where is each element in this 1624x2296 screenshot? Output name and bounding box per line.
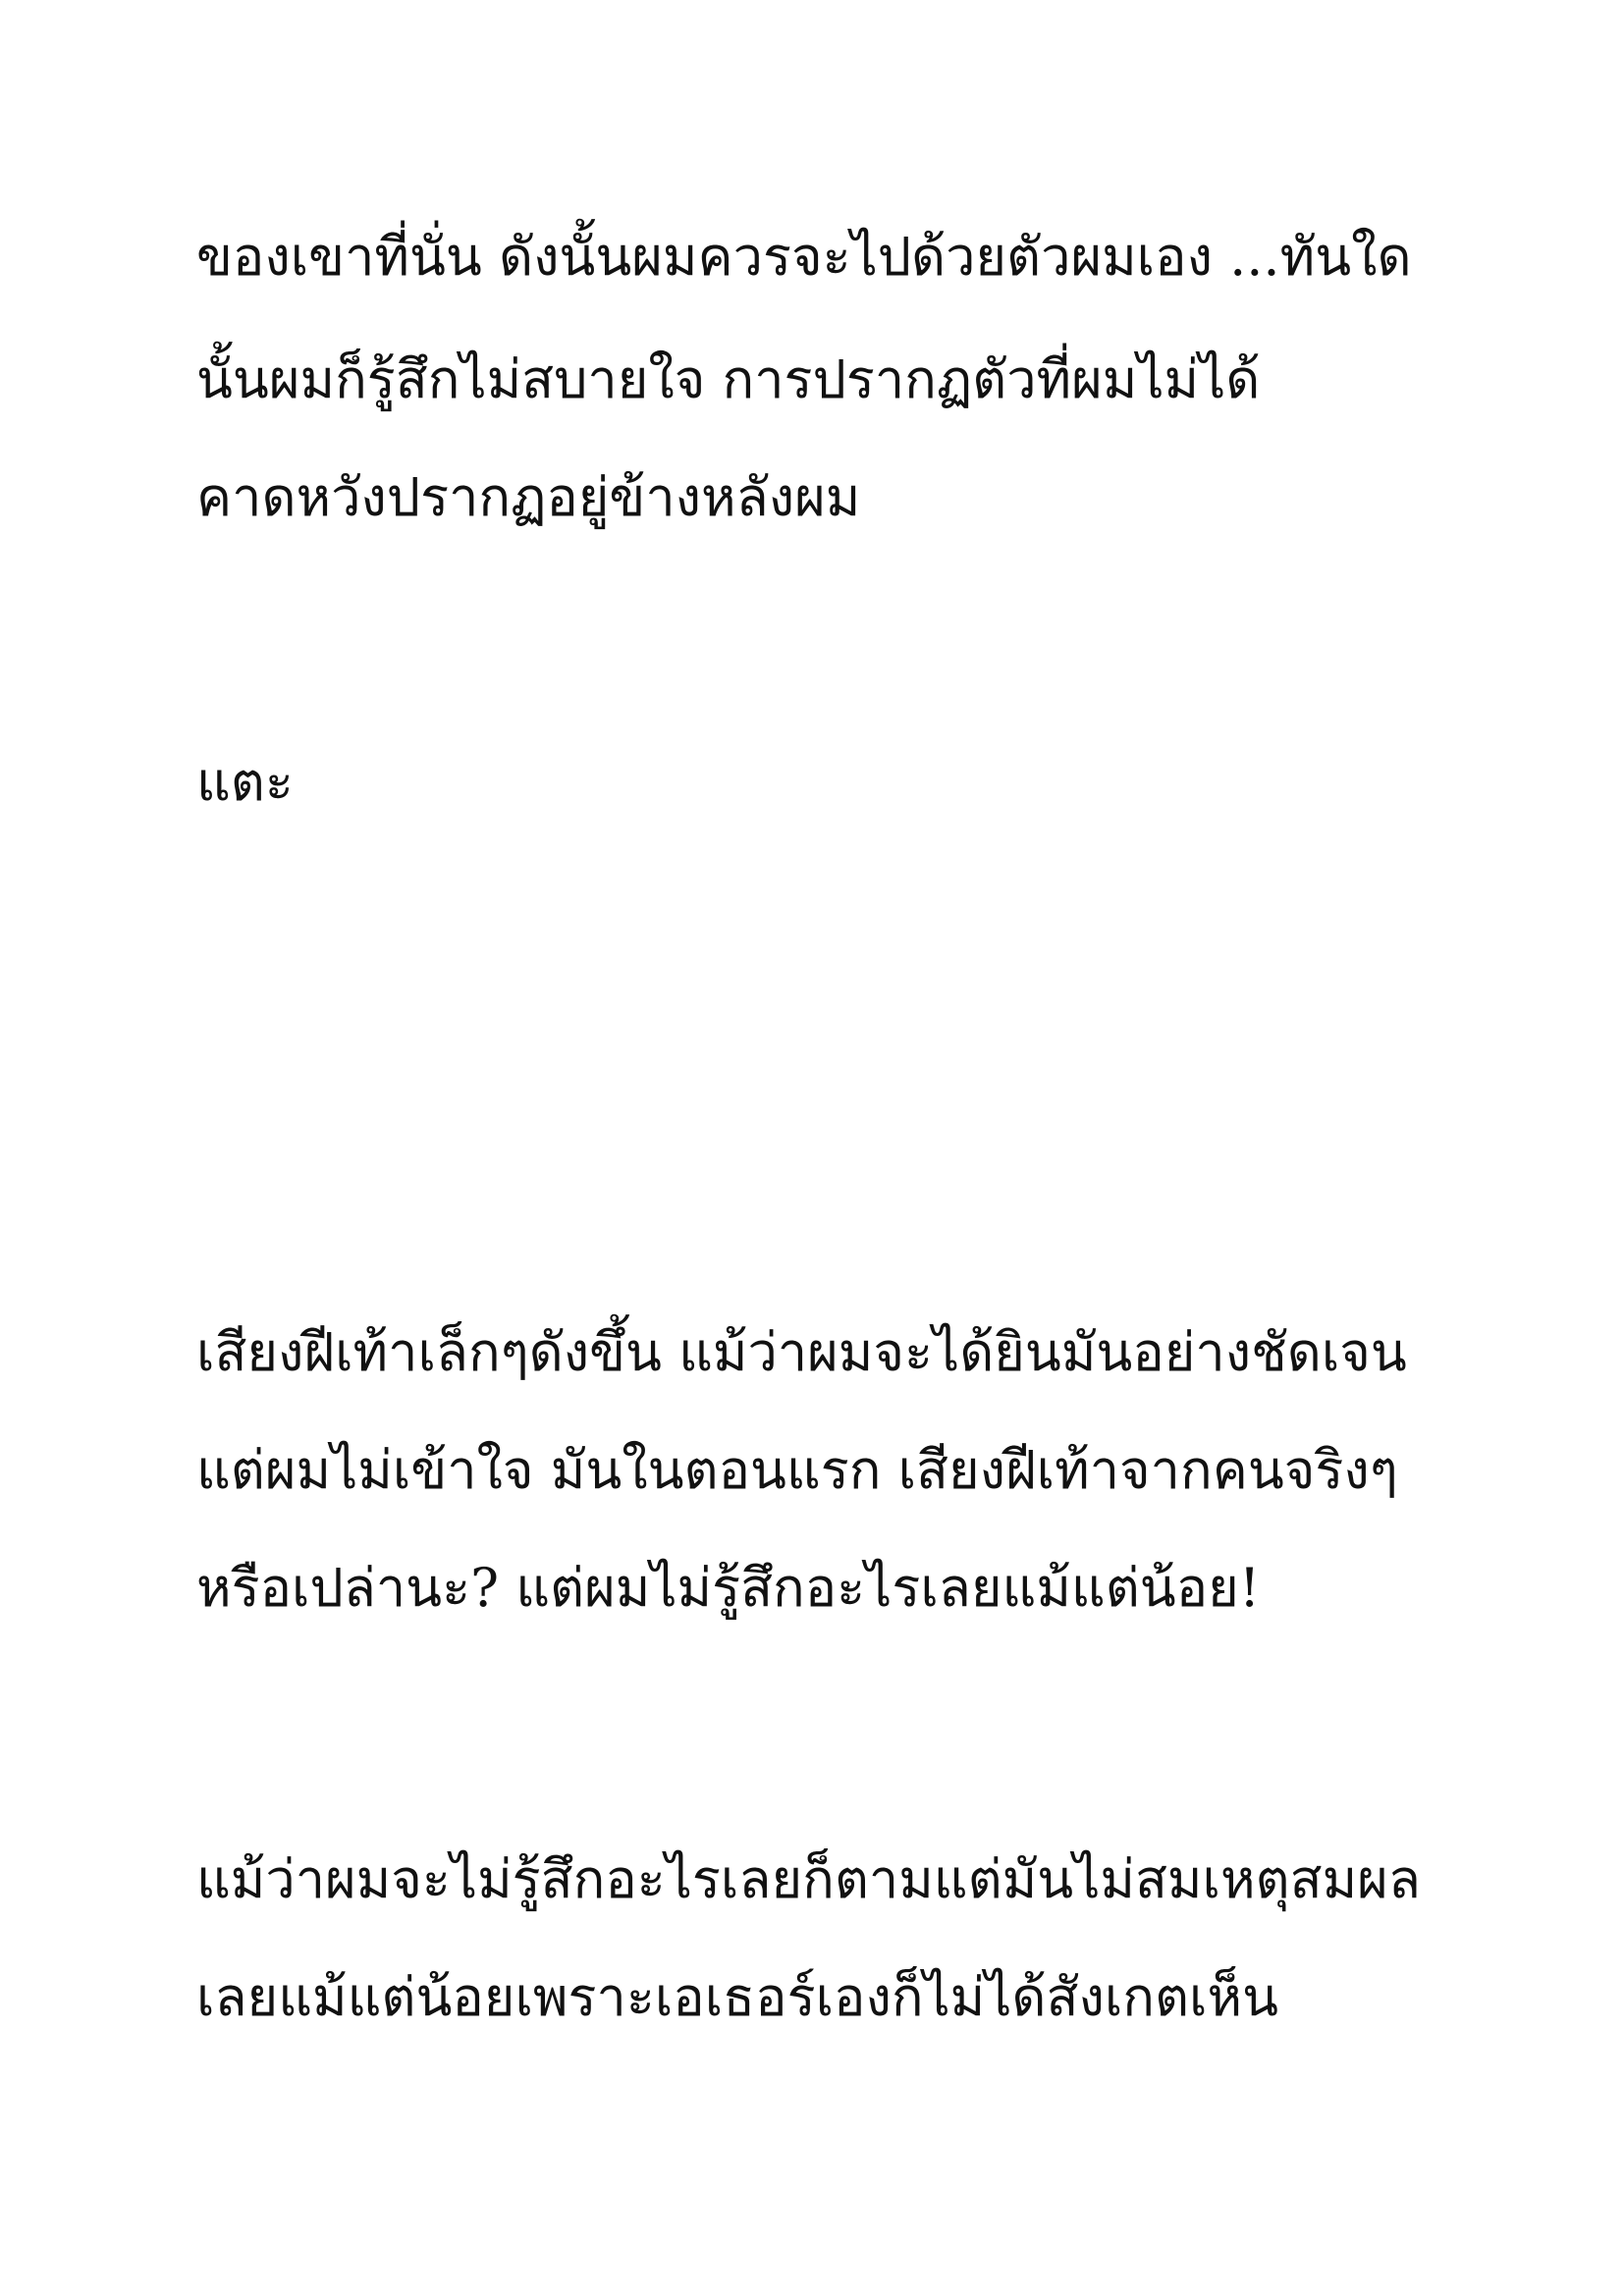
text-line: แต่ผมไม่เข้าใจ มันในตอนแรก เสียงฝีเท้าจากคนจริงๆ bbox=[196, 1439, 1398, 1501]
text-line: แตะ bbox=[196, 751, 294, 813]
text-line: เลยแม้แต่น้อยเพราะเอเธอร์เองก็ไม่ได้สังเกตเห็น bbox=[196, 1966, 1279, 2028]
text-line: นั้นผมก็รู้สึกไม่สบายใจ การปรากฏตัวที่ผมไม่ได้ bbox=[196, 348, 1261, 410]
text-line: ของเขาที่นั่น ดังนั้นผมควรจะไปด้วยตัวผมเอง ...ทันใด bbox=[196, 226, 1412, 288]
text-line: หรือเปล่านะ? แต่ผมไม่รู้สึกอะไรเลยแม้แต่น้อย! bbox=[196, 1557, 1261, 1619]
text-line: คาดหวังปรากฏอยู่ข้างหลังผม bbox=[196, 466, 861, 528]
text-line: เสียงฝีเท้าเล็กๆดังขึ้น แม้ว่าผมจะได้ยินมันอย่างชัดเจน bbox=[196, 1321, 1407, 1383]
text-line: แม้ว่าผมจะไม่รู้สึกอะไรเลยก็ตามแต่มันไม่สมเหตุสมผล bbox=[196, 1848, 1421, 1910]
